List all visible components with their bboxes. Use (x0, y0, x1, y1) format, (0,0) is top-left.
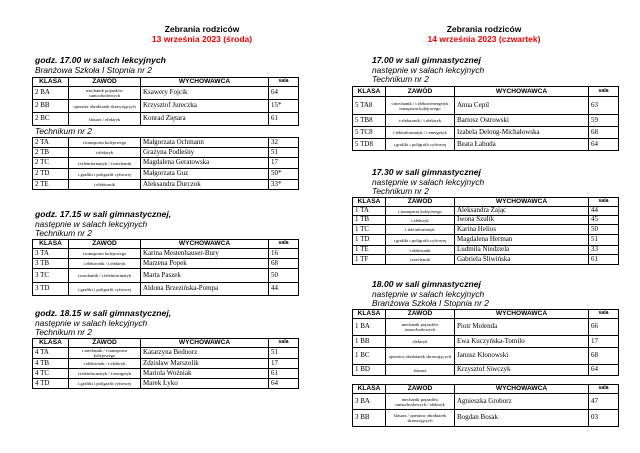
table-row (33, 87, 299, 100)
cell-profession: elektryk (386, 336, 455, 348)
cell-room: 68 (269, 259, 299, 269)
cell-room: 33* (269, 180, 299, 190)
cell-tutor: Małgorzata Ochmann (141, 138, 269, 148)
cell-room: 51 (589, 235, 619, 246)
cell-tutor: Piotr Molenda (455, 319, 589, 336)
table-row (353, 115, 619, 127)
col-header-tutor: WYCHOWAWCA (455, 198, 589, 207)
cell-tutor: Katarzyna Bednorz (141, 348, 269, 359)
cell-room: 47 (589, 394, 619, 410)
table-row (33, 100, 299, 113)
cell-tutor: Iwona Szulik (455, 216, 589, 225)
l-table-2 (32, 137, 299, 190)
table-row (353, 235, 619, 246)
cell-tutor: Bogdan Bosak (455, 410, 589, 427)
col-header-class: KLASA (353, 385, 386, 394)
cell-profession: t.mechanik / t.transportu kolejowego (69, 348, 141, 359)
cell-profession: t.teleinformatyk (386, 225, 455, 235)
cell-class: 1 BA (353, 319, 386, 336)
day-2-title: Zebrania rodziców (446, 24, 522, 34)
cell-profession: t.elektronik (386, 246, 455, 255)
l-s2-school: Technikum nr 2 (35, 228, 92, 238)
cell-profession: ślusarz / elektryk (69, 113, 141, 126)
r-table-1 (352, 86, 619, 151)
cell-class: 4 TC (33, 369, 69, 379)
cell-class: 1 TD (353, 235, 386, 246)
table-header-row (353, 87, 619, 97)
cell-tutor: Grażyna Podleśny (141, 148, 269, 158)
cell-tutor: Izabela Delong-Michałowska (455, 127, 589, 139)
cell-profession: t.grafiki i poligrafii cyfrowej (69, 283, 141, 296)
r-s3-school: Branżowa Szkoła I Stopnia nr 2 (372, 298, 489, 308)
l-s2-time: godz. 17.15 w sali gimnastycznej, (35, 209, 172, 219)
r-s1-school: Technikum nr 2 (372, 74, 429, 84)
cell-room: 68 (589, 348, 619, 365)
cell-class: 4 TA (33, 348, 69, 359)
cell-tutor: Magdalena Geratowska (141, 158, 269, 169)
cell-tutor: Magdalena Herman (455, 235, 589, 246)
table-header-row (33, 240, 299, 249)
col-header-class: KLASA (33, 339, 69, 348)
cell-class: 3 BA (353, 394, 386, 410)
cell-class: 1 TB (353, 216, 386, 225)
cell-profession: operator obrabiarek skrawających (69, 100, 141, 113)
cell-class: 1 BD (353, 365, 386, 376)
cell-tutor: Aldona Brzezińska-Pompa (141, 283, 269, 296)
cell-profession: t.transportu kolejowego (386, 207, 455, 216)
r-table-3 (352, 309, 619, 376)
cell-tutor: Anna Cepil (455, 97, 589, 115)
cell-class: 2 BA (33, 87, 69, 100)
table-row (33, 138, 299, 148)
cell-tutor: Mariola Woźniak (141, 369, 269, 379)
col-header-tutor: WYCHOWAWCA (141, 240, 269, 249)
r-s3-sub: następnie w salach lekcyjnych (372, 289, 485, 299)
table-row (353, 336, 619, 348)
r-s2-school: Technikum nr 2 (372, 186, 429, 196)
cell-class: 5 TC8 (353, 127, 386, 139)
cell-profession: ślusarz (386, 365, 455, 376)
col-header-profession: ZAWÓD (386, 198, 455, 207)
l-s2-sub: następnie w salach lekcyjnych (35, 219, 148, 229)
table-row (33, 169, 299, 180)
cell-room: 17 (269, 359, 299, 369)
r-s2-sub: następnie w salach lekcyjnych (372, 177, 485, 187)
table-header-row (33, 339, 299, 348)
cell-profession: t.elektronik (69, 180, 141, 190)
r-s1-time: 17.00 w sali gimnastycznej (372, 55, 481, 65)
l-tech-label: Technikum nr 2 (35, 126, 92, 136)
col-header-profession: ZAWÓD (69, 339, 141, 348)
cell-room: 50* (269, 169, 299, 180)
cell-tutor: Aleksandra Durczok (141, 180, 269, 190)
cell-class: 1 TA (353, 207, 386, 216)
cell-class: 2 BB (33, 100, 69, 113)
cell-class: 2 TA (33, 138, 69, 148)
cell-room: 15* (269, 100, 299, 113)
col-header-profession: ZAWÓD (386, 87, 455, 97)
cell-tutor: Marek Łyko (141, 379, 269, 389)
cell-tutor: Krzysztof Siwczyk (455, 365, 589, 376)
cell-tutor: Bartosz Ostrowski (455, 115, 589, 127)
cell-tutor: Marta Paszek (141, 269, 269, 283)
cell-room: 44 (589, 207, 619, 216)
l-s1-school: Branżowa Szkoła I Stopnia nr 2 (35, 65, 152, 75)
r-s3-time: 18.00 w sali gimnastycznej (372, 279, 481, 289)
table-header-row (33, 78, 299, 87)
table-row (353, 216, 619, 225)
cell-profession: t.grafiki i poligrafii cyfrowej (69, 169, 141, 180)
col-header-room: sala (269, 339, 299, 348)
table-row (33, 249, 299, 259)
l-table-4 (32, 338, 299, 389)
table-row (33, 379, 299, 389)
cell-class: 1 BC (353, 348, 386, 365)
col-header-profession: ZAWÓD (386, 385, 455, 394)
col-header-room: sala (589, 385, 619, 394)
table-row (353, 394, 619, 410)
table-header-row (353, 310, 619, 319)
col-header-profession: ZAWÓD (69, 78, 141, 87)
cell-profession: mechanik pojazdów samochodowych (69, 87, 141, 100)
r-s2-time: 17.30 w sali gimnastycznej (372, 167, 481, 177)
cell-profession: mechanik pojazdów samochodowych / elektryk (386, 394, 455, 410)
cell-room: 51 (269, 348, 299, 359)
col-header-tutor: WYCHOWAWCA (455, 87, 589, 97)
col-header-class: KLASA (353, 87, 386, 97)
cell-class: 2 TE (33, 180, 69, 190)
cell-profession: t.elektronik / t.elektryk (69, 259, 141, 269)
table-row (33, 283, 299, 296)
col-header-room: sala (589, 87, 619, 97)
r-s1-sub: następnie w salach lekcyjnych (372, 65, 485, 75)
cell-profession: t.elektryk (69, 148, 141, 158)
cell-profession: t.grafiki i poligrafii cyfrowej (69, 379, 141, 389)
cell-class: 2 TD (33, 169, 69, 180)
cell-room: 64 (269, 379, 299, 389)
cell-profession: t.grafiki i poligrafii cyfrowej (386, 139, 455, 151)
cell-profession: t.teleinformatyk / t.energetyk (69, 369, 141, 379)
col-header-tutor: WYCHOWAWCA (455, 310, 589, 319)
cell-profession: t.mechanik / t.elektroenergetyk transportu kolejowego (386, 97, 455, 115)
cell-room: 61 (269, 369, 299, 379)
col-header-profession: ZAWÓD (69, 240, 141, 249)
col-header-class: KLASA (33, 240, 69, 249)
cell-class: 1 BB (353, 336, 386, 348)
table-row (353, 97, 619, 115)
table-row (353, 139, 619, 151)
cell-room: 50 (589, 225, 619, 235)
cell-profession: t.mechanik / t.teleinformatyk (69, 269, 141, 283)
col-header-class: KLASA (353, 198, 386, 207)
table-header-row (353, 198, 619, 207)
cell-room: 63 (589, 97, 619, 115)
cell-tutor: Ewa Kuczyńska-Tomilo (455, 336, 589, 348)
cell-profession: t.grafiki i poligrafii cyfrowej (386, 235, 455, 246)
cell-class: 2 TC (33, 158, 69, 169)
cell-profession: mechanik pojazdów samochodowych (386, 319, 455, 336)
col-header-room: sala (269, 78, 299, 87)
cell-class: 3 BB (353, 410, 386, 427)
day-1-title: Zebrania rodziców (164, 24, 240, 34)
cell-room: 64 (589, 139, 619, 151)
l-s3-school: Technikum nr 2 (35, 327, 92, 337)
table-row (33, 369, 299, 379)
cell-room: 61 (589, 255, 619, 265)
cell-class: 1 TE (353, 246, 386, 255)
cell-tutor: Marzena Popek (141, 259, 269, 269)
cell-room: 17 (269, 158, 299, 169)
day-1-header (102, 24, 302, 44)
cell-room: 32 (269, 138, 299, 148)
table-row (353, 365, 619, 376)
cell-class: 5 TD8 (353, 139, 386, 151)
table-row (353, 348, 619, 365)
cell-tutor: Gabriela Śliwińska (455, 255, 589, 265)
r-table-4 (352, 384, 619, 427)
cell-profession: operator obrabiarek skrawających (386, 348, 455, 365)
table-row (33, 158, 299, 169)
cell-room: 33 (589, 246, 619, 255)
col-header-tutor: WYCHOWAWCA (141, 78, 269, 87)
table-row (33, 269, 299, 283)
cell-profession: t.teleinformatyk / t.mechanik (69, 158, 141, 169)
cell-tutor: Zdzisław Marszolik (141, 359, 269, 369)
cell-room: 64 (589, 365, 619, 376)
cell-class: 2 BC (33, 113, 69, 126)
cell-tutor: Małgorzata Guz (141, 169, 269, 180)
cell-room: 68 (589, 127, 619, 139)
table-row (353, 246, 619, 255)
cell-class: 2 TB (33, 148, 69, 158)
cell-tutor: Karina Mestenhauser-Bury (141, 249, 269, 259)
cell-room: 66 (589, 319, 619, 336)
cell-class: 4 TD (33, 379, 69, 389)
cell-room: 45 (589, 216, 619, 225)
col-header-room: sala (269, 240, 299, 249)
l-s3-sub: następnie w salach lekcyjnych (35, 318, 148, 328)
cell-tutor: Karina Helios (455, 225, 589, 235)
cell-tutor: Beata Łabuda (455, 139, 589, 151)
l-table-1 (32, 77, 299, 126)
cell-class: 3 TA (33, 249, 69, 259)
cell-room: 51 (269, 148, 299, 158)
cell-profession: t.elektryk (386, 216, 455, 225)
col-header-tutor: WYCHOWAWCA (455, 385, 589, 394)
table-row (353, 127, 619, 139)
cell-class: 3 TC (33, 269, 69, 283)
cell-class: 1 TC (353, 225, 386, 235)
cell-room: 16 (269, 249, 299, 259)
cell-room: 03 (589, 410, 619, 427)
day-2-header (384, 24, 584, 44)
col-header-tutor: WYCHOWAWCA (141, 339, 269, 348)
table-row (33, 259, 299, 269)
cell-profession: t.mechanik (386, 255, 455, 265)
cell-class: 1 TF (353, 255, 386, 265)
cell-tutor: Aleksandra Zając (455, 207, 589, 216)
table-row (353, 319, 619, 336)
l-s1-time: godz. 17.00 w salach lekcyjnych (35, 55, 166, 65)
l-table-3 (32, 239, 299, 296)
col-header-class: KLASA (353, 310, 386, 319)
cell-class: 5 TA8 (353, 97, 386, 115)
table-row (353, 410, 619, 427)
cell-profession: ślusarz / operator obrabiarek skrawających (386, 410, 455, 427)
cell-tutor: Ksawery Fojcik (141, 87, 269, 100)
cell-profession: t.transportu kolejowego (69, 249, 141, 259)
day-2-date: 14 września 2023 (czwartek) (427, 34, 541, 44)
cell-profession: t.transportu kolejowego (69, 138, 141, 148)
l-s3-time: godz. 18.15 w sali gimnastycznej, (35, 308, 172, 318)
cell-tutor: Agnieszka Groborz (455, 394, 589, 410)
table-row (33, 359, 299, 369)
table-row (33, 148, 299, 158)
day-1-date: 13 września 2023 (środa) (151, 34, 253, 44)
col-header-room: sala (589, 310, 619, 319)
cell-profession: t.elektronik / t.elektryk (69, 359, 141, 369)
cell-class: 3 TB (33, 259, 69, 269)
cell-room: 44 (269, 283, 299, 296)
col-header-room: sala (589, 198, 619, 207)
cell-room: 59 (589, 115, 619, 127)
cell-room: 50 (269, 269, 299, 283)
cell-class: 5 TB8 (353, 115, 386, 127)
cell-class: 3 TD (33, 283, 69, 296)
table-row (353, 225, 619, 235)
cell-room: 17 (589, 336, 619, 348)
cell-room: 61 (269, 113, 299, 126)
cell-tutor: Krzysztof Jureczka (141, 100, 269, 113)
cell-room: 64 (269, 87, 299, 100)
cell-tutor: Ludmiła Niedziela (455, 246, 589, 255)
table-row (33, 348, 299, 359)
table-header-row (353, 385, 619, 394)
col-header-class: KLASA (33, 78, 69, 87)
cell-profession: t.elektronik / t.elektryk (386, 115, 455, 127)
table-row (33, 180, 299, 190)
cell-class: 4 TB (33, 359, 69, 369)
cell-tutor: Konrad Ziętara (141, 113, 269, 126)
table-row (33, 113, 299, 126)
table-row (353, 255, 619, 265)
cell-tutor: Janusz Kłonowski (455, 348, 589, 365)
r-table-2 (352, 197, 619, 265)
col-header-profession: ZAWÓD (386, 310, 455, 319)
table-row (353, 207, 619, 216)
cell-profession: t.teleinformatyk / t.energetyk (386, 127, 455, 139)
